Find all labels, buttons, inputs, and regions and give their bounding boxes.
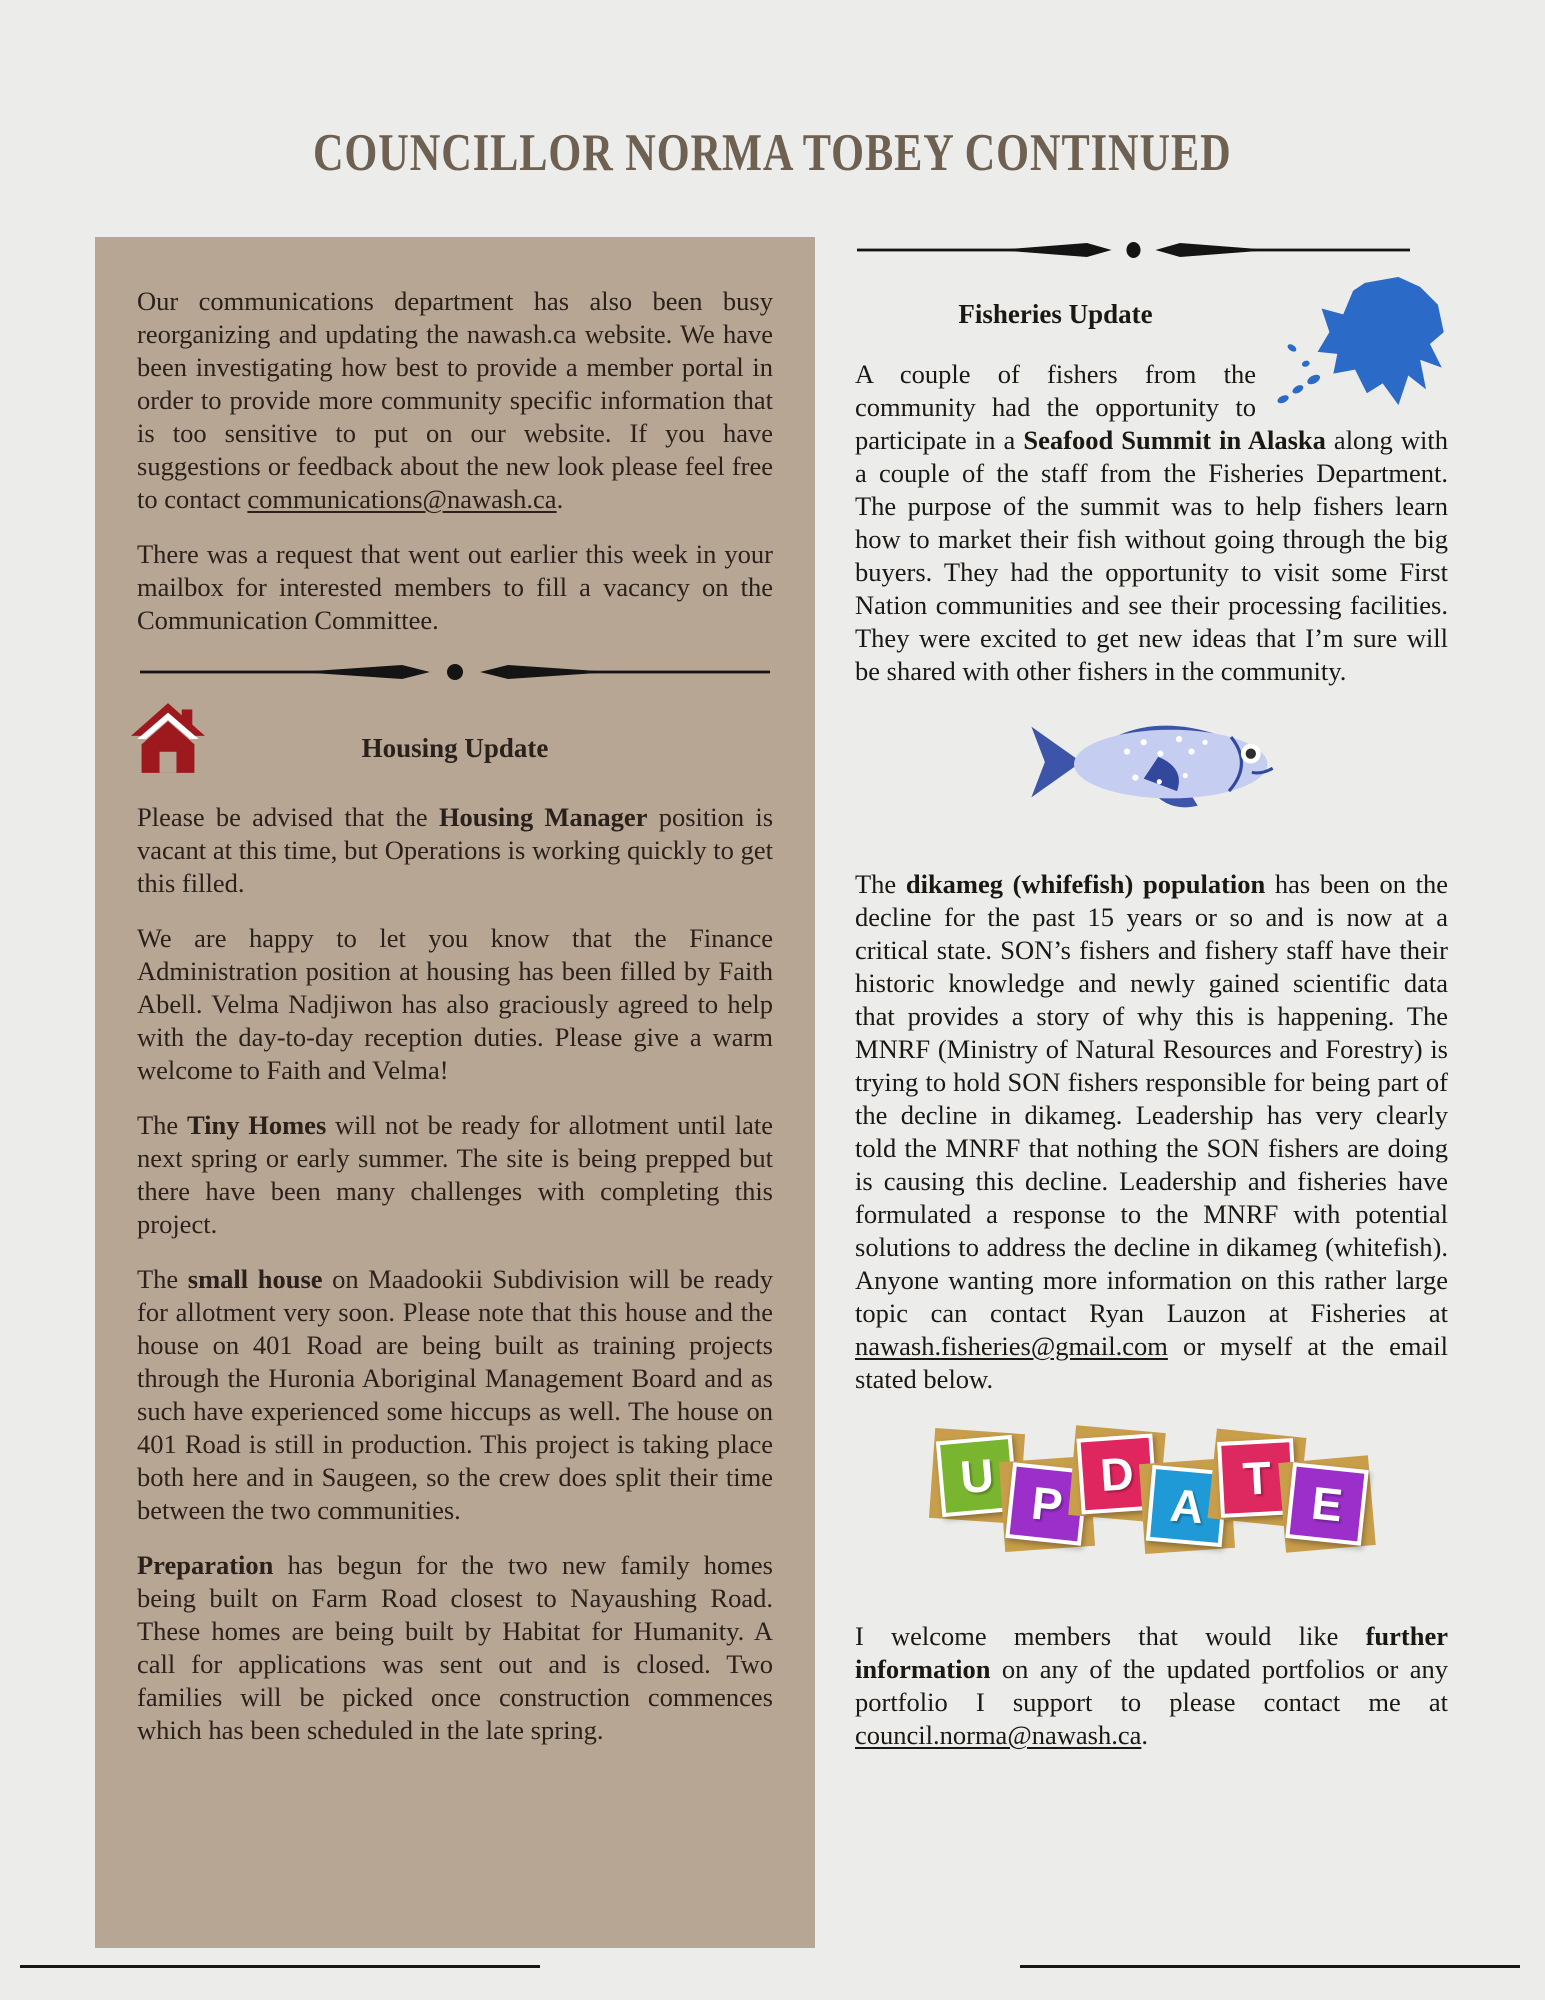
paragraph-housing-manager [137, 801, 773, 900]
text-segment: The [137, 1110, 187, 1140]
text-segment: will not be ready for allotment until late next spring or early summer. The site is being prepped but there have been many challenges with completing this project. [137, 1110, 773, 1239]
bold-segment: dikameg (whifefish) population [905, 869, 1266, 899]
paragraph-contact-me [855, 1620, 1448, 1752]
text-segment: position is vacant at this time, but Operations is working quickly to get this filled. [137, 802, 774, 898]
footer-rule-right [1020, 1965, 1520, 1968]
page-title-text: COUNCILLOR NORMA TOBEY CONTINUED [313, 123, 1232, 182]
alaska-map-icon [1270, 275, 1448, 413]
tile-letter: E [1308, 1476, 1345, 1532]
text-segment: on Maadookii Subdivision will be ready for allotment very soon. Please note that this house and the house on 401 Road are being built as training projects through the Huronia Aboriginal Management Board and as such have experienced some hiccups as well. The house on 401 Road is still in production. This project is taking place both here and in Saugeen, so the crew does split their time between the two communities. [137, 1264, 774, 1525]
fisheries-update-heading: Fisheries Update [958, 299, 1153, 329]
ornamental-divider-icon [857, 237, 1410, 263]
bold-segment: Seafood Summit in Alaska [1023, 425, 1326, 455]
text-segment: . [556, 484, 564, 514]
text-segment: along with a couple of the staff from the Fisheries Department. The purpose of the summit was to help fishers learn how to market their fish without going through the big buyers. They had the opportunity to visit some First Nation communities and see their processing facilities. They were excited to get new ideas that I’m sure will be shared with other fishers in the community. [855, 425, 1448, 686]
text-segment: . [1141, 1720, 1148, 1750]
tile-letter: P [1028, 1476, 1065, 1532]
page-title [0, 123, 1545, 182]
tile-letter: A [1167, 1478, 1206, 1534]
bold-segment: further information [855, 1621, 1448, 1684]
text-segment: Please be advised that the [137, 802, 439, 832]
bold-segment: Tiny Homes [186, 1110, 327, 1140]
text-segment: or myself at the email stated below. [855, 1331, 1448, 1394]
fish-icon [1027, 710, 1277, 814]
text-segment: The [855, 869, 906, 899]
paragraph-communications [137, 285, 773, 516]
paragraph-committee-vacancy: There was a request that went out earlier this week in your mailbox for interested members to fill a vacancy on the Communication Committee. [137, 539, 773, 635]
update-tile [1285, 1462, 1369, 1546]
left-column-panel [95, 237, 815, 1948]
bold-segment: Preparation [137, 1550, 274, 1580]
housing-update-header [137, 705, 773, 791]
paragraph-preparation [137, 1549, 773, 1747]
tile-letter: D [1098, 1446, 1135, 1502]
bold-segment: Housing Manager [438, 802, 648, 832]
paragraph-small-house [137, 1263, 773, 1527]
text-segment: has been on the decline for the past 15 years or so and is now at a critical state. SON’s fishers and fishery staff have their historic knowledge and newly gained scientific data that provides a story of why this is happening. The MNRF (Ministry of Natural Resources and Forestry) is trying to hold SON fishers responsible for being part of the decline in dikameg. Leadership has very clearly told the MNRF that nothing the SON fishers are doing is causing this decline. Leadership and fisheries have formulated a response to the MNRF with potential solutions to address the decline in dikameg (whitefish). Anyone wanting more information on this rather large topic can contact Ryan Lauzon at Fisheries at [855, 869, 1448, 1328]
text-segment: A couple of fishers from the community had the opportunity to participate in a [855, 359, 1256, 455]
ornamental-divider-icon [140, 659, 770, 685]
right-column [855, 237, 1448, 1774]
house-icon [131, 701, 205, 775]
paragraph-finance-admin: We are happy to let you know that the Finance Administration position at housing has been filled by Faith Abell. Velma Nadjiwon has also graciously agreed to help with the day-to-day reception duties. Please give a warm welcome to Faith and Velma! [137, 923, 773, 1085]
paragraph-tiny-homes [137, 1109, 773, 1241]
tile-letter: T [1241, 1451, 1272, 1505]
bold-segment: small house [187, 1264, 323, 1294]
paragraph-dikameg [855, 868, 1448, 1396]
communications-email-link[interactable]: communications@nawash.ca [247, 484, 557, 514]
tile-letter: U [957, 1448, 996, 1504]
text-segment: The [137, 1264, 188, 1294]
tile-face [1285, 1462, 1369, 1546]
council-email-link[interactable]: council.norma@nawash.ca [855, 1720, 1142, 1750]
update-graphic [855, 1436, 1448, 1568]
text-segment: I welcome members that would like [855, 1621, 1366, 1651]
housing-update-heading: Housing Update [361, 733, 549, 763]
fisheries-email-link[interactable]: nawash.fisheries@gmail.com [855, 1331, 1168, 1361]
footer-rule-left [20, 1965, 540, 1968]
fish-illustration [1027, 710, 1277, 814]
text-segment: Our communications department has also been busy reorganizing and updating the nawash.ca website. We have been investigating how best to provide a member portal in order to provide more community specific information that is too sensitive to put on our website. If you have suggestions or feedback about the new look please feel free to contact [137, 286, 773, 514]
text-segment: has begun for the two new family homes being built on Farm Road closest to Nayaushing Road. These homes are being built by Habitat for Humanity. A call for applications was sent out and is closed. Two families will be picked once construction commences which has been scheduled in the late spring. [137, 1550, 773, 1745]
text-segment: on any of the updated portfolios or any portfolio I support to please contact me at [855, 1654, 1448, 1717]
